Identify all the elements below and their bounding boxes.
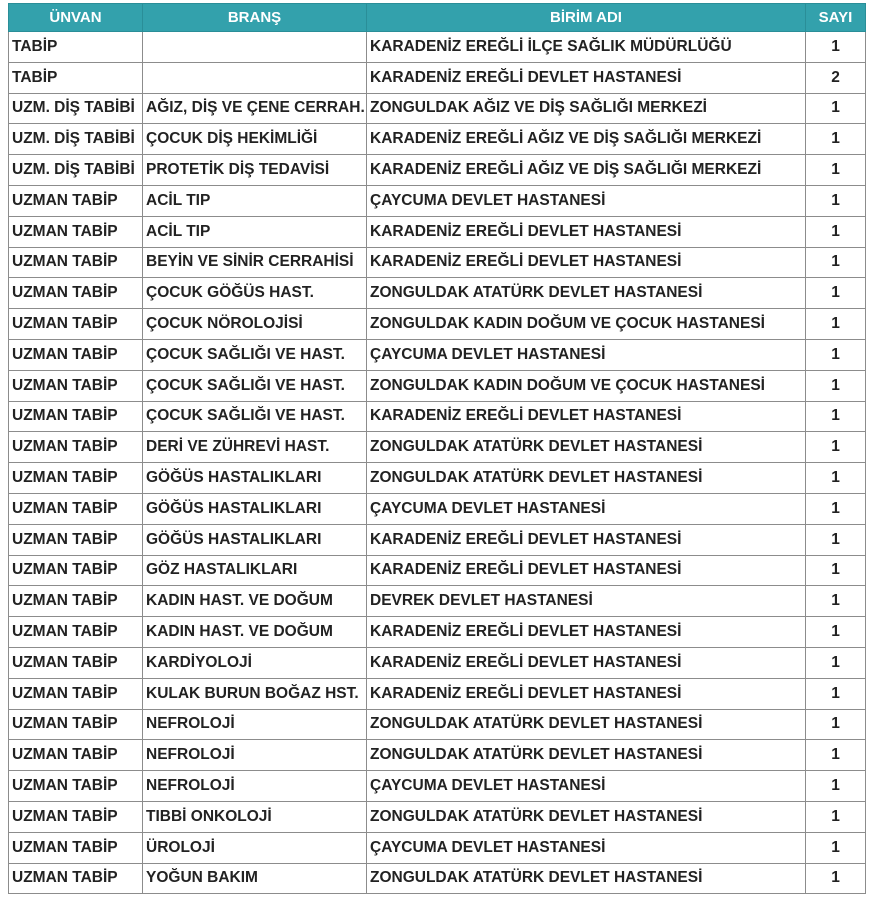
cell-sayi: 1 — [806, 155, 866, 186]
cell-sayi: 1 — [806, 771, 866, 802]
cell-birim-adi: KARADENİZ EREĞLİ DEVLET HASTANESİ — [367, 524, 806, 555]
cell-brans: ÇOCUK DİŞ HEKİMLİĞİ — [143, 124, 367, 155]
cell-birim-adi: KARADENİZ EREĞLİ DEVLET HASTANESİ — [367, 555, 806, 586]
cell-unvan: UZMAN TABİP — [9, 278, 143, 309]
cell-birim-adi: KARADENİZ EREĞLİ DEVLET HASTANESİ — [367, 678, 806, 709]
table-row — [9, 247, 866, 278]
cell-sayi: 1 — [806, 493, 866, 524]
table-row — [9, 62, 866, 93]
cell-brans: ACİL TIP — [143, 216, 367, 247]
cell-sayi: 1 — [806, 370, 866, 401]
table-row — [9, 678, 866, 709]
cell-brans: ACİL TIP — [143, 185, 367, 216]
cell-brans: DERİ VE ZÜHREVİ HAST. — [143, 432, 367, 463]
cell-sayi: 1 — [806, 647, 866, 678]
cell-brans: GÖĞÜS HASTALIKLARI — [143, 493, 367, 524]
cell-birim-adi: ÇAYCUMA DEVLET HASTANESİ — [367, 771, 806, 802]
cell-brans: GÖZ HASTALIKLARI — [143, 555, 367, 586]
table-row — [9, 339, 866, 370]
cell-sayi: 1 — [806, 278, 866, 309]
cell-sayi: 1 — [806, 801, 866, 832]
cell-sayi: 1 — [806, 401, 866, 432]
cell-brans: BEYİN VE SİNİR CERRAHİSİ — [143, 247, 367, 278]
cell-birim-adi: ZONGULDAK ATATÜRK DEVLET HASTANESİ — [367, 801, 806, 832]
cell-birim-adi: ZONGULDAK ATATÜRK DEVLET HASTANESİ — [367, 278, 806, 309]
table-row — [9, 801, 866, 832]
cell-sayi: 1 — [806, 832, 866, 863]
cell-brans: ÇOCUK SAĞLIĞI VE HAST. — [143, 370, 367, 401]
cell-birim-adi: KARADENİZ EREĞLİ İLÇE SAĞLIK MÜDÜRLÜĞÜ — [367, 32, 806, 63]
header-unvan: ÜNVAN — [9, 4, 143, 32]
cell-unvan: UZMAN TABİP — [9, 801, 143, 832]
table-row — [9, 709, 866, 740]
cell-sayi: 1 — [806, 586, 866, 617]
cell-unvan: UZM. DİŞ TABİBİ — [9, 155, 143, 186]
cell-birim-adi: ÇAYCUMA DEVLET HASTANESİ — [367, 493, 806, 524]
cell-sayi: 1 — [806, 185, 866, 216]
cell-unvan: UZMAN TABİP — [9, 586, 143, 617]
cell-brans: PROTETİK DİŞ TEDAVİSİ — [143, 155, 367, 186]
cell-brans: ÇOCUK GÖĞÜS HAST. — [143, 278, 367, 309]
cell-birim-adi: ZONGULDAK ATATÜRK DEVLET HASTANESİ — [367, 432, 806, 463]
cell-brans: ÇOCUK NÖROLOJİSİ — [143, 309, 367, 340]
table-row — [9, 32, 866, 63]
cell-brans: KULAK BURUN BOĞAZ HST. — [143, 678, 367, 709]
table-row — [9, 309, 866, 340]
table-row — [9, 863, 866, 894]
cell-sayi: 1 — [806, 463, 866, 494]
cell-brans — [143, 62, 367, 93]
cell-unvan: UZMAN TABİP — [9, 678, 143, 709]
cell-birim-adi: KARADENİZ EREĞLİ DEVLET HASTANESİ — [367, 617, 806, 648]
cell-unvan: UZMAN TABİP — [9, 432, 143, 463]
table-row — [9, 832, 866, 863]
cell-sayi: 1 — [806, 709, 866, 740]
table-row — [9, 155, 866, 186]
cell-sayi: 1 — [806, 740, 866, 771]
cell-unvan: TABİP — [9, 32, 143, 63]
cell-unvan: UZMAN TABİP — [9, 617, 143, 648]
cell-birim-adi: ZONGULDAK ATATÜRK DEVLET HASTANESİ — [367, 740, 806, 771]
cell-brans: GÖĞÜS HASTALIKLARI — [143, 463, 367, 494]
cell-birim-adi: ZONGULDAK ATATÜRK DEVLET HASTANESİ — [367, 709, 806, 740]
cell-unvan: UZMAN TABİP — [9, 771, 143, 802]
cell-brans: ÇOCUK SAĞLIĞI VE HAST. — [143, 339, 367, 370]
cell-unvan: UZMAN TABİP — [9, 493, 143, 524]
header-birim-adi: BİRİM ADI — [367, 4, 806, 32]
cell-unvan: UZMAN TABİP — [9, 339, 143, 370]
header-row — [9, 4, 866, 32]
cell-unvan: UZMAN TABİP — [9, 832, 143, 863]
table-row — [9, 401, 866, 432]
cell-unvan: UZMAN TABİP — [9, 370, 143, 401]
cell-unvan: UZMAN TABİP — [9, 709, 143, 740]
table-row — [9, 617, 866, 648]
header-brans: BRANŞ — [143, 4, 367, 32]
table-row — [9, 185, 866, 216]
cell-sayi: 1 — [806, 247, 866, 278]
cell-brans: YOĞUN BAKIM — [143, 863, 367, 894]
cell-unvan: TABİP — [9, 62, 143, 93]
table-row — [9, 586, 866, 617]
table-row — [9, 216, 866, 247]
cell-sayi: 1 — [806, 309, 866, 340]
cell-birim-adi: ZONGULDAK AĞIZ VE DİŞ SAĞLIĞI MERKEZİ — [367, 93, 806, 124]
table-row — [9, 463, 866, 494]
table-row — [9, 740, 866, 771]
cell-brans: KADIN HAST. VE DOĞUM — [143, 617, 367, 648]
table-body — [9, 32, 866, 894]
cell-birim-adi: KARADENİZ EREĞLİ DEVLET HASTANESİ — [367, 401, 806, 432]
cell-brans: ÇOCUK SAĞLIĞI VE HAST. — [143, 401, 367, 432]
cell-sayi: 1 — [806, 524, 866, 555]
table-row — [9, 647, 866, 678]
cell-unvan: UZMAN TABİP — [9, 647, 143, 678]
cell-unvan: UZM. DİŞ TABİBİ — [9, 93, 143, 124]
cell-unvan: UZMAN TABİP — [9, 185, 143, 216]
cell-sayi: 1 — [806, 339, 866, 370]
cell-birim-adi: ÇAYCUMA DEVLET HASTANESİ — [367, 185, 806, 216]
cell-birim-adi: KARADENİZ EREĞLİ AĞIZ VE DİŞ SAĞLIĞI MERKEZİ — [367, 124, 806, 155]
cell-sayi: 1 — [806, 678, 866, 709]
cell-sayi: 1 — [806, 617, 866, 648]
cell-birim-adi: KARADENİZ EREĞLİ AĞIZ VE DİŞ SAĞLIĞI MERKEZİ — [367, 155, 806, 186]
cell-brans: AĞIZ, DİŞ VE ÇENE CERRAH. — [143, 93, 367, 124]
table-row — [9, 432, 866, 463]
cell-birim-adi: KARADENİZ EREĞLİ DEVLET HASTANESİ — [367, 62, 806, 93]
cell-sayi: 1 — [806, 432, 866, 463]
cell-birim-adi: ZONGULDAK ATATÜRK DEVLET HASTANESİ — [367, 863, 806, 894]
cell-unvan: UZMAN TABİP — [9, 309, 143, 340]
cell-birim-adi: ZONGULDAK KADIN DOĞUM VE ÇOCUK HASTANESİ — [367, 370, 806, 401]
cell-brans: KARDİYOLOJİ — [143, 647, 367, 678]
cell-sayi: 1 — [806, 32, 866, 63]
cell-birim-adi: ÇAYCUMA DEVLET HASTANESİ — [367, 339, 806, 370]
table-row — [9, 524, 866, 555]
cell-sayi: 1 — [806, 555, 866, 586]
cell-sayi: 1 — [806, 216, 866, 247]
cell-sayi: 1 — [806, 863, 866, 894]
cell-brans: NEFROLOJİ — [143, 709, 367, 740]
cell-sayi: 1 — [806, 124, 866, 155]
cell-unvan: UZMAN TABİP — [9, 463, 143, 494]
cell-unvan: UZMAN TABİP — [9, 216, 143, 247]
staff-table — [8, 3, 866, 894]
staff-table-container — [8, 3, 866, 894]
cell-unvan: UZMAN TABİP — [9, 863, 143, 894]
cell-unvan: UZMAN TABİP — [9, 401, 143, 432]
table-row — [9, 771, 866, 802]
cell-brans — [143, 32, 367, 63]
table-row — [9, 124, 866, 155]
cell-birim-adi: KARADENİZ EREĞLİ DEVLET HASTANESİ — [367, 216, 806, 247]
cell-unvan: UZMAN TABİP — [9, 555, 143, 586]
cell-birim-adi: KARADENİZ EREĞLİ DEVLET HASTANESİ — [367, 247, 806, 278]
cell-brans: GÖĞÜS HASTALIKLARI — [143, 524, 367, 555]
cell-birim-adi: ZONGULDAK KADIN DOĞUM VE ÇOCUK HASTANESİ — [367, 309, 806, 340]
table-row — [9, 493, 866, 524]
cell-brans: ÜROLOJİ — [143, 832, 367, 863]
cell-unvan: UZM. DİŞ TABİBİ — [9, 124, 143, 155]
table-row — [9, 555, 866, 586]
table-row — [9, 93, 866, 124]
cell-sayi: 2 — [806, 62, 866, 93]
cell-sayi: 1 — [806, 93, 866, 124]
cell-birim-adi: DEVREK DEVLET HASTANESİ — [367, 586, 806, 617]
cell-birim-adi: ÇAYCUMA DEVLET HASTANESİ — [367, 832, 806, 863]
cell-brans: NEFROLOJİ — [143, 771, 367, 802]
cell-unvan: UZMAN TABİP — [9, 524, 143, 555]
cell-brans: KADIN HAST. VE DOĞUM — [143, 586, 367, 617]
cell-brans: NEFROLOJİ — [143, 740, 367, 771]
cell-unvan: UZMAN TABİP — [9, 247, 143, 278]
table-row — [9, 278, 866, 309]
cell-birim-adi: ZONGULDAK ATATÜRK DEVLET HASTANESİ — [367, 463, 806, 494]
table-row — [9, 370, 866, 401]
cell-unvan: UZMAN TABİP — [9, 740, 143, 771]
cell-birim-adi: KARADENİZ EREĞLİ DEVLET HASTANESİ — [367, 647, 806, 678]
header-sayi: SAYI — [806, 4, 866, 32]
cell-brans: TIBBİ ONKOLOJİ — [143, 801, 367, 832]
